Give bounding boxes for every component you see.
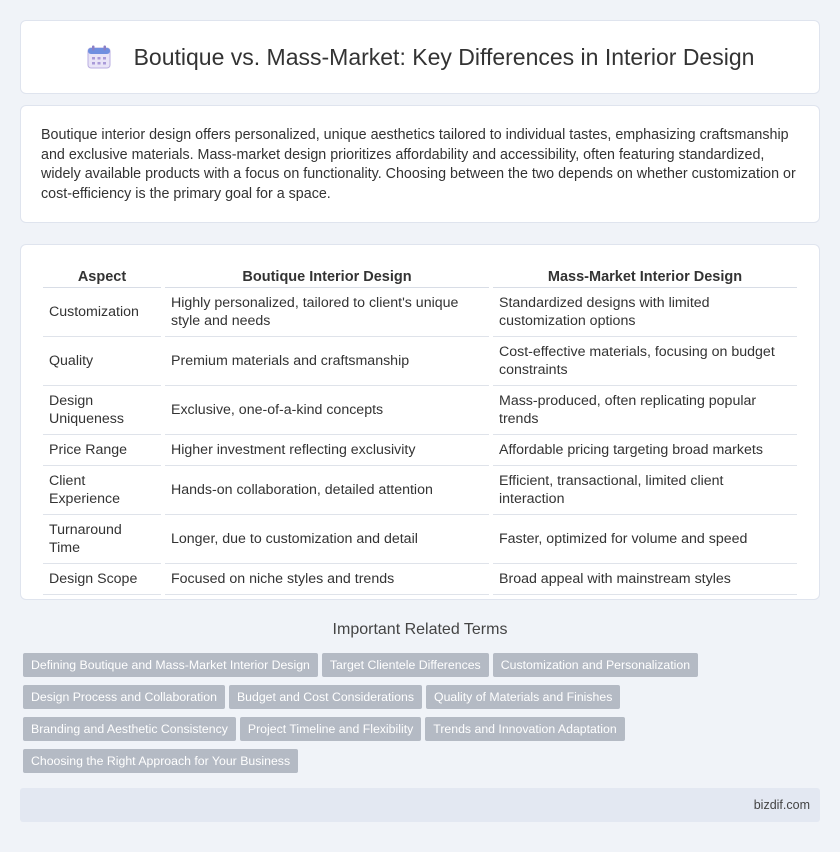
table-cell: Efficient, transactional, limited client interaction bbox=[493, 466, 797, 515]
table-cell: Quality bbox=[43, 337, 161, 386]
table-row bbox=[43, 386, 797, 435]
header-aspect: Aspect bbox=[43, 263, 161, 288]
table-row bbox=[43, 337, 797, 386]
table-cell: Client Experience bbox=[43, 466, 161, 515]
related-terms-heading: Important Related Terms bbox=[332, 621, 508, 638]
related-term-tag[interactable]: Budget and Cost Considerations bbox=[229, 685, 422, 709]
related-term-tag[interactable]: Branding and Aesthetic Consistency bbox=[23, 717, 236, 741]
related-term-tag[interactable]: Customization and Personalization bbox=[493, 653, 698, 677]
table-row bbox=[43, 564, 797, 595]
related-term-tag[interactable]: Choosing the Right Approach for Your Business bbox=[23, 749, 298, 773]
table-row bbox=[43, 515, 797, 564]
comparison-card bbox=[20, 244, 820, 600]
table-cell: Exclusive, one-of-a-kind concepts bbox=[165, 386, 489, 435]
table-cell: Cost-effective materials, focusing on budget constraints bbox=[493, 337, 797, 386]
related-term-tag[interactable]: Trends and Innovation Adaptation bbox=[425, 717, 624, 741]
table-cell: Turnaround Time bbox=[43, 515, 161, 564]
header-mass-market: Mass-Market Interior Design bbox=[493, 263, 797, 288]
table-cell: Affordable pricing targeting broad markets bbox=[493, 435, 797, 466]
footer bbox=[20, 788, 820, 822]
related-term-tag[interactable]: Quality of Materials and Finishes bbox=[426, 685, 620, 709]
table-row bbox=[43, 435, 797, 466]
header-boutique: Boutique Interior Design bbox=[165, 263, 489, 288]
table-cell: Mass-produced, often replicating popular trends bbox=[493, 386, 797, 435]
table-cell: Premium materials and craftsmanship bbox=[165, 337, 489, 386]
comparison-table bbox=[39, 263, 801, 595]
table-header-row bbox=[43, 263, 797, 288]
table-cell: Customization bbox=[43, 288, 161, 337]
table-cell: Standardized designs with limited customization options bbox=[493, 288, 797, 337]
table-cell: Design Uniqueness bbox=[43, 386, 161, 435]
intro-card bbox=[20, 105, 820, 223]
table-cell: Highly personalized, tailored to client's unique style and needs bbox=[165, 288, 489, 337]
related-term-tag[interactable]: Project Timeline and Flexibility bbox=[240, 717, 421, 741]
table-cell: Design Scope bbox=[43, 564, 161, 595]
related-terms-list bbox=[23, 653, 723, 781]
intro-text: Boutique interior design offers personalized, unique aesthetics tailored to individual tastes, emphasizing craftsmanship and exclusive materials. Mass-market design prioritizes affordability and accessibility, often featuring standardized, widely available products with a focus on functionality. Choosing between the two depends on whether customization or cost-efficiency is the primary goal for a space. bbox=[41, 127, 796, 202]
table-cell: Hands-on collaboration, detailed attention bbox=[165, 466, 489, 515]
table-cell: Focused on niche styles and trends bbox=[165, 564, 489, 595]
table-cell: Faster, optimized for volume and speed bbox=[493, 515, 797, 564]
footer-site-link[interactable]: bizdif.com bbox=[753, 798, 810, 812]
related-term-tag[interactable]: Defining Boutique and Mass-Market Interior Design bbox=[23, 653, 318, 677]
related-term-tag[interactable]: Design Process and Collaboration bbox=[23, 685, 225, 709]
table-row bbox=[43, 288, 797, 337]
table-cell: Price Range bbox=[43, 435, 161, 466]
table-cell: Longer, due to customization and detail bbox=[165, 515, 489, 564]
related-term-tag[interactable]: Target Clientele Differences bbox=[322, 653, 489, 677]
calendar-icon bbox=[86, 44, 112, 70]
title-card bbox=[20, 20, 820, 94]
page-title: Boutique vs. Mass-Market: Key Differences in Interior Design bbox=[133, 43, 755, 70]
table-row bbox=[43, 466, 797, 515]
table-cell: Broad appeal with mainstream styles bbox=[493, 564, 797, 595]
table-cell: Higher investment reflecting exclusivity bbox=[165, 435, 489, 466]
